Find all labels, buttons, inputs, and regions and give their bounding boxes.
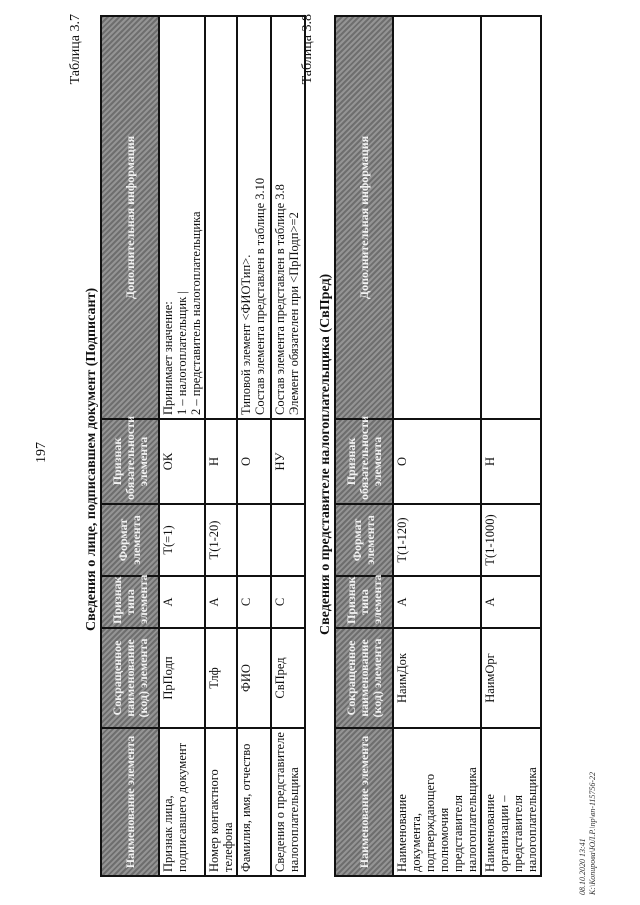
table-3-8 [334, 15, 542, 877]
cell-element-code: Тлф [205, 628, 237, 728]
column-header: Формат элемента [101, 504, 159, 576]
cell-element-required: НУ [271, 419, 305, 504]
column-header: Дополнительная информация [101, 16, 159, 419]
cell-element-type: А [205, 576, 237, 628]
cell-element-required: О [393, 419, 481, 504]
cell-element-format: T(1-20) [205, 504, 237, 576]
cell-element-code: ФИО [237, 628, 271, 728]
cell-additional-info: Состав элемента представлен в таблице 3.8 Элемент обязателен при <ПрПодп>=2 [271, 16, 305, 419]
cell-element-required: Н [205, 419, 237, 504]
table-3-7-label: Таблица 3.7 [68, 14, 83, 85]
cell-element-name: Наименование организации – представителя налогоплательщика [481, 728, 541, 876]
column-header: Признак типа элемента [335, 576, 393, 628]
table-row [481, 16, 541, 876]
table-3-8-label: Таблица 3.8 [300, 14, 315, 85]
cell-additional-info: Принимает значение: 1 – налогоплательщик | 2 – представитель налогоплательщика [159, 16, 205, 419]
cell-element-format [271, 504, 305, 576]
table-header-row [101, 16, 159, 876]
cell-element-type: А [393, 576, 481, 628]
column-header: Признак обязательности элемента [335, 419, 393, 504]
table-row [271, 16, 305, 876]
table-row [159, 16, 205, 876]
table-row [393, 16, 481, 876]
footer-date: 08.10.2020 13:41 [578, 838, 587, 895]
table-row [205, 16, 237, 876]
cell-additional-info: Типовой элемент <ФИОТип>. Состав элемента представлен в таблице 3.10 [237, 16, 271, 419]
cell-element-name: Сведения о представителе налогоплательщика [271, 728, 305, 876]
cell-element-type: С [237, 576, 271, 628]
cell-element-code: НаимОрг [481, 628, 541, 728]
column-header: Признак обязательности элемента [101, 419, 159, 504]
cell-element-format: T(=1) [159, 504, 205, 576]
footer-stamp [578, 772, 598, 895]
cell-element-code: ПрПодп [159, 628, 205, 728]
page-number: 197 [34, 442, 49, 463]
column-header: Сокращенное наименование (код) элемента [101, 628, 159, 728]
cell-additional-info [205, 16, 237, 419]
cell-element-format [237, 504, 271, 576]
column-header: Наименование элемента [335, 728, 393, 876]
table-3-7-caption: Сведения о лице, подписавшем документ (Подписант) [84, 287, 99, 631]
cell-element-format: T(1-1000) [481, 504, 541, 576]
cell-element-name: Номер контактного телефона [205, 728, 237, 876]
cell-element-name: Фамилия, имя, отчество [237, 728, 271, 876]
cell-additional-info [393, 16, 481, 419]
table-row [237, 16, 271, 876]
cell-element-required: ОК [159, 419, 205, 504]
table-header-row [335, 16, 393, 876]
footer-path: К:\Копирова\ЮЛ.Р.\пр\вп-115756-22 [588, 771, 597, 895]
cell-element-code: СвПред [271, 628, 305, 728]
cell-element-type: А [159, 576, 205, 628]
cell-element-required: О [237, 419, 271, 504]
table-3-7 [100, 15, 306, 877]
cell-additional-info [481, 16, 541, 419]
cell-element-type: С [271, 576, 305, 628]
cell-element-type: А [481, 576, 541, 628]
table-3-8-caption: Сведения о представителе налогоплательщика (СвПред) [318, 273, 333, 635]
cell-element-name: Признак лица, подписавшего документ [159, 728, 205, 876]
column-header: Дополнительная информация [335, 16, 393, 419]
column-header: Сокращенное наименование (код) элемента [335, 628, 393, 728]
cell-element-format: T(1-120) [393, 504, 481, 576]
column-header: Формат элемента [335, 504, 393, 576]
cell-element-required: Н [481, 419, 541, 504]
cell-element-name: Наименование документа, подтверждающего полномочия представителя налогоплательщика [393, 728, 481, 876]
column-header: Наименование элемента [101, 728, 159, 876]
column-header: Признак типа элемента [101, 576, 159, 628]
cell-element-code: НаимДок [393, 628, 481, 728]
